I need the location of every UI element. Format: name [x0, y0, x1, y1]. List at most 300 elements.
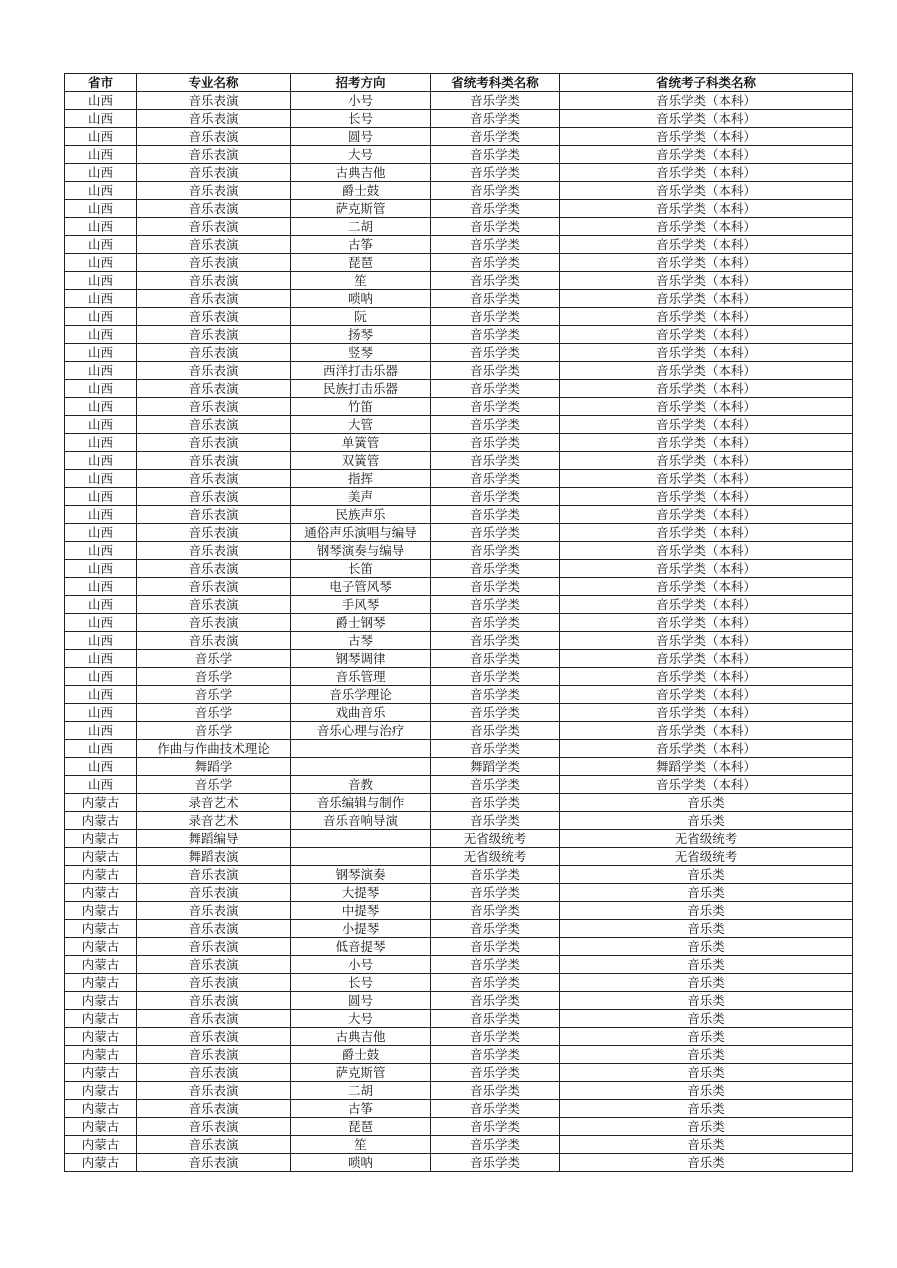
direction-cell: 古典吉他	[291, 164, 431, 182]
exam-subcategory-cell: 音乐学类（本科）	[560, 146, 853, 164]
major-cell: 录音艺术	[137, 812, 291, 830]
direction-cell: 双簧管	[291, 452, 431, 470]
exam-subcategory-cell: 音乐学类（本科）	[560, 236, 853, 254]
exam-subcategory-cell: 音乐类	[560, 1028, 853, 1046]
major-cell: 音乐表演	[137, 182, 291, 200]
exam-category-cell: 音乐学类	[431, 1136, 560, 1154]
major-cell: 音乐表演	[137, 1118, 291, 1136]
exam-category-cell: 音乐学类	[431, 1118, 560, 1136]
province-cell: 山西	[65, 182, 137, 200]
exam-subcategory-cell: 音乐学类（本科）	[560, 722, 853, 740]
exam-category-cell: 音乐学类	[431, 434, 560, 452]
major-cell: 舞蹈编导	[137, 830, 291, 848]
table-row	[65, 992, 853, 1010]
direction-cell: 长笛	[291, 560, 431, 578]
exam-subcategory-cell: 音乐学类（本科）	[560, 290, 853, 308]
exam-category-cell: 音乐学类	[431, 488, 560, 506]
province-cell: 内蒙古	[65, 884, 137, 902]
province-cell: 山西	[65, 740, 137, 758]
direction-cell: 中提琴	[291, 902, 431, 920]
direction-cell: 低音提琴	[291, 938, 431, 956]
table-row	[65, 200, 853, 218]
header-exam-category: 省统考科类名称	[431, 74, 560, 92]
major-cell: 音乐学	[137, 650, 291, 668]
province-cell: 山西	[65, 398, 137, 416]
exam-category-cell: 音乐学类	[431, 776, 560, 794]
province-cell: 山西	[65, 218, 137, 236]
table-row	[65, 596, 853, 614]
direction-cell: 古琴	[291, 632, 431, 650]
table-row	[65, 650, 853, 668]
exam-category-cell: 音乐学类	[431, 974, 560, 992]
exam-category-cell: 音乐学类	[431, 704, 560, 722]
exam-subcategory-cell: 音乐学类（本科）	[560, 452, 853, 470]
table-row	[65, 704, 853, 722]
direction-cell: 通俗声乐演唱与编导	[291, 524, 431, 542]
major-cell: 音乐表演	[137, 902, 291, 920]
major-cell: 音乐表演	[137, 488, 291, 506]
province-cell: 山西	[65, 668, 137, 686]
exam-category-cell: 无省级统考	[431, 830, 560, 848]
direction-cell: 西洋打击乐器	[291, 362, 431, 380]
exam-subcategory-cell: 音乐学类（本科）	[560, 398, 853, 416]
province-cell: 山西	[65, 236, 137, 254]
exam-subcategory-cell: 音乐学类（本科）	[560, 704, 853, 722]
exam-category-cell: 音乐学类	[431, 326, 560, 344]
exam-subcategory-cell: 音乐学类（本科）	[560, 506, 853, 524]
province-cell: 山西	[65, 542, 137, 560]
exam-subcategory-cell: 音乐学类（本科）	[560, 578, 853, 596]
direction-cell: 圆号	[291, 128, 431, 146]
exam-subcategory-cell: 音乐类	[560, 920, 853, 938]
table-row	[65, 758, 853, 776]
table-row	[65, 1046, 853, 1064]
direction-cell: 古筝	[291, 1100, 431, 1118]
table-row	[65, 1118, 853, 1136]
exam-category-cell: 音乐学类	[431, 1082, 560, 1100]
exam-subcategory-cell: 音乐学类（本科）	[560, 668, 853, 686]
major-cell: 音乐表演	[137, 1064, 291, 1082]
exam-subcategory-cell: 音乐学类（本科）	[560, 200, 853, 218]
table-row	[65, 218, 853, 236]
major-cell: 音乐表演	[137, 560, 291, 578]
exam-category-cell: 音乐学类	[431, 1046, 560, 1064]
exam-subcategory-cell: 无省级统考	[560, 848, 853, 866]
direction-cell: 萨克斯管	[291, 200, 431, 218]
table-row	[65, 290, 853, 308]
exam-subcategory-cell: 音乐学类（本科）	[560, 542, 853, 560]
exam-category-cell: 音乐学类	[431, 506, 560, 524]
direction-cell: 笙	[291, 272, 431, 290]
province-cell: 内蒙古	[65, 830, 137, 848]
direction-cell: 小提琴	[291, 920, 431, 938]
exam-subcategory-cell: 音乐学类（本科）	[560, 362, 853, 380]
province-cell: 内蒙古	[65, 1046, 137, 1064]
major-cell: 音乐表演	[137, 956, 291, 974]
province-cell: 山西	[65, 650, 137, 668]
direction-cell: 琵琶	[291, 254, 431, 272]
exam-subcategory-cell: 音乐学类（本科）	[560, 632, 853, 650]
exam-subcategory-cell: 音乐学类（本科）	[560, 254, 853, 272]
direction-cell: 阮	[291, 308, 431, 326]
table-row	[65, 182, 853, 200]
table-row	[65, 938, 853, 956]
major-cell: 录音艺术	[137, 794, 291, 812]
direction-cell: 音乐音响导演	[291, 812, 431, 830]
major-cell: 音乐表演	[137, 92, 291, 110]
direction-cell: 大管	[291, 416, 431, 434]
major-cell: 音乐表演	[137, 866, 291, 884]
exam-subcategory-cell: 音乐学类（本科）	[560, 650, 853, 668]
province-cell: 内蒙古	[65, 902, 137, 920]
province-cell: 山西	[65, 506, 137, 524]
province-cell: 山西	[65, 722, 137, 740]
exam-subcategory-cell: 音乐类	[560, 1082, 853, 1100]
table-row	[65, 668, 853, 686]
exam-category-cell: 音乐学类	[431, 686, 560, 704]
direction-cell: 大号	[291, 1010, 431, 1028]
direction-cell	[291, 740, 431, 758]
province-cell: 山西	[65, 128, 137, 146]
province-cell: 内蒙古	[65, 974, 137, 992]
exam-category-cell: 音乐学类	[431, 398, 560, 416]
exam-category-cell: 音乐学类	[431, 290, 560, 308]
exam-subcategory-cell: 音乐学类（本科）	[560, 128, 853, 146]
exam-subcategory-cell: 音乐类	[560, 1046, 853, 1064]
major-cell: 音乐学	[137, 668, 291, 686]
major-cell: 音乐表演	[137, 146, 291, 164]
province-cell: 内蒙古	[65, 848, 137, 866]
province-cell: 内蒙古	[65, 1154, 137, 1172]
major-cell: 音乐表演	[137, 920, 291, 938]
exam-subcategory-cell: 音乐学类（本科）	[560, 344, 853, 362]
province-cell: 内蒙古	[65, 812, 137, 830]
major-cell: 音乐表演	[137, 272, 291, 290]
table-row	[65, 956, 853, 974]
exam-category-cell: 音乐学类	[431, 884, 560, 902]
direction-cell: 钢琴调律	[291, 650, 431, 668]
table-body	[65, 92, 853, 1172]
direction-cell: 笙	[291, 1136, 431, 1154]
direction-cell: 古筝	[291, 236, 431, 254]
exam-category-cell: 音乐学类	[431, 128, 560, 146]
province-cell: 内蒙古	[65, 992, 137, 1010]
province-cell: 内蒙古	[65, 920, 137, 938]
major-cell: 音乐表演	[137, 1046, 291, 1064]
major-cell: 舞蹈表演	[137, 848, 291, 866]
exam-category-cell: 音乐学类	[431, 920, 560, 938]
exam-category-cell: 音乐学类	[431, 218, 560, 236]
exam-subcategory-cell: 音乐学类（本科）	[560, 434, 853, 452]
table-row	[65, 92, 853, 110]
direction-cell: 琵琶	[291, 1118, 431, 1136]
exam-subcategory-cell: 音乐类	[560, 812, 853, 830]
major-cell: 音乐表演	[137, 470, 291, 488]
exam-category-cell: 音乐学类	[431, 254, 560, 272]
major-cell: 音乐表演	[137, 344, 291, 362]
major-cell: 作曲与作曲技术理论	[137, 740, 291, 758]
major-cell: 音乐表演	[137, 632, 291, 650]
direction-cell: 爵士钢琴	[291, 614, 431, 632]
exam-subcategory-cell: 音乐学类（本科）	[560, 218, 853, 236]
exam-category-cell: 音乐学类	[431, 470, 560, 488]
major-cell: 音乐表演	[137, 506, 291, 524]
province-cell: 山西	[65, 362, 137, 380]
table-row	[65, 848, 853, 866]
exam-category-cell: 音乐学类	[431, 938, 560, 956]
direction-cell: 爵士鼓	[291, 182, 431, 200]
major-cell: 音乐表演	[137, 398, 291, 416]
exam-subcategory-cell: 音乐学类（本科）	[560, 272, 853, 290]
direction-cell: 民族声乐	[291, 506, 431, 524]
header-direction: 招考方向	[291, 74, 431, 92]
exam-category-cell: 无省级统考	[431, 848, 560, 866]
exam-category-cell: 音乐学类	[431, 308, 560, 326]
table-row	[65, 902, 853, 920]
direction-cell	[291, 830, 431, 848]
province-cell: 山西	[65, 560, 137, 578]
table-row	[65, 110, 853, 128]
major-cell: 音乐表演	[137, 596, 291, 614]
table-row	[65, 362, 853, 380]
direction-cell: 小号	[291, 956, 431, 974]
major-cell: 音乐表演	[137, 578, 291, 596]
direction-cell: 萨克斯管	[291, 1064, 431, 1082]
exam-category-cell: 音乐学类	[431, 560, 560, 578]
province-cell: 内蒙古	[65, 1010, 137, 1028]
table-row	[65, 974, 853, 992]
exam-category-cell: 音乐学类	[431, 902, 560, 920]
direction-cell: 音乐编辑与制作	[291, 794, 431, 812]
table-row	[65, 560, 853, 578]
table-row	[65, 146, 853, 164]
province-cell: 山西	[65, 776, 137, 794]
province-cell: 内蒙古	[65, 794, 137, 812]
major-cell: 音乐表演	[137, 434, 291, 452]
major-cell: 音乐学	[137, 704, 291, 722]
table-row	[65, 416, 853, 434]
direction-cell: 长号	[291, 110, 431, 128]
direction-cell: 音乐心理与治疗	[291, 722, 431, 740]
exam-subcategory-cell: 音乐类	[560, 902, 853, 920]
province-cell: 山西	[65, 452, 137, 470]
province-cell: 山西	[65, 758, 137, 776]
table-row	[65, 506, 853, 524]
province-cell: 山西	[65, 92, 137, 110]
major-cell: 音乐表演	[137, 200, 291, 218]
major-cell: 音乐表演	[137, 128, 291, 146]
table-row	[65, 488, 853, 506]
major-cell: 音乐学	[137, 722, 291, 740]
province-cell: 内蒙古	[65, 1100, 137, 1118]
table-row	[65, 1028, 853, 1046]
table-row	[65, 866, 853, 884]
province-cell: 山西	[65, 272, 137, 290]
table-row	[65, 884, 853, 902]
exam-subcategory-cell: 音乐学类（本科）	[560, 560, 853, 578]
major-cell: 舞蹈学	[137, 758, 291, 776]
direction-cell: 美声	[291, 488, 431, 506]
province-cell: 山西	[65, 470, 137, 488]
direction-cell: 音教	[291, 776, 431, 794]
header-exam-subcategory: 省统考子科类名称	[560, 74, 853, 92]
exam-category-cell: 音乐学类	[431, 650, 560, 668]
major-cell: 音乐表演	[137, 164, 291, 182]
exam-category-cell: 音乐学类	[431, 164, 560, 182]
major-cell: 音乐表演	[137, 1100, 291, 1118]
table-row	[65, 344, 853, 362]
exam-subcategory-cell: 音乐类	[560, 1100, 853, 1118]
province-cell: 内蒙古	[65, 938, 137, 956]
table-row	[65, 308, 853, 326]
exam-subcategory-cell: 音乐学类（本科）	[560, 596, 853, 614]
direction-cell: 电子管风琴	[291, 578, 431, 596]
major-cell: 音乐表演	[137, 110, 291, 128]
province-cell: 山西	[65, 578, 137, 596]
exam-subcategory-cell: 音乐学类（本科）	[560, 182, 853, 200]
exam-category-cell: 音乐学类	[431, 452, 560, 470]
table-row	[65, 578, 853, 596]
direction-cell: 二胡	[291, 218, 431, 236]
major-cell: 音乐表演	[137, 974, 291, 992]
province-cell: 山西	[65, 308, 137, 326]
table-row	[65, 740, 853, 758]
table-row	[65, 128, 853, 146]
major-cell: 音乐表演	[137, 362, 291, 380]
exam-subcategory-cell: 音乐学类（本科）	[560, 164, 853, 182]
direction-cell: 唢呐	[291, 1154, 431, 1172]
province-cell: 山西	[65, 524, 137, 542]
province-cell: 山西	[65, 326, 137, 344]
major-cell: 音乐表演	[137, 236, 291, 254]
direction-cell: 扬琴	[291, 326, 431, 344]
province-cell: 山西	[65, 614, 137, 632]
major-cell: 音乐表演	[137, 416, 291, 434]
table-row	[65, 776, 853, 794]
direction-cell: 爵士鼓	[291, 1046, 431, 1064]
table-row	[65, 452, 853, 470]
table-row	[65, 614, 853, 632]
exam-subcategory-cell: 音乐学类（本科）	[560, 686, 853, 704]
exam-category-cell: 音乐学类	[431, 794, 560, 812]
admission-table	[64, 73, 853, 1172]
table-row	[65, 1064, 853, 1082]
exam-category-cell: 音乐学类	[431, 1100, 560, 1118]
exam-subcategory-cell: 音乐学类（本科）	[560, 110, 853, 128]
direction-cell	[291, 848, 431, 866]
direction-cell: 小号	[291, 92, 431, 110]
exam-subcategory-cell: 音乐类	[560, 1064, 853, 1082]
major-cell: 音乐表演	[137, 524, 291, 542]
major-cell: 音乐表演	[137, 1154, 291, 1172]
direction-cell: 音乐学理论	[291, 686, 431, 704]
major-cell: 音乐表演	[137, 1082, 291, 1100]
major-cell: 音乐学	[137, 776, 291, 794]
major-cell: 音乐表演	[137, 326, 291, 344]
exam-category-cell: 音乐学类	[431, 596, 560, 614]
exam-category-cell: 舞蹈学类	[431, 758, 560, 776]
exam-category-cell: 音乐学类	[431, 146, 560, 164]
direction-cell: 大提琴	[291, 884, 431, 902]
exam-category-cell: 音乐学类	[431, 1028, 560, 1046]
direction-cell: 大号	[291, 146, 431, 164]
major-cell: 音乐表演	[137, 452, 291, 470]
major-cell: 音乐表演	[137, 542, 291, 560]
exam-subcategory-cell: 音乐类	[560, 884, 853, 902]
table-header-row	[65, 74, 853, 92]
exam-subcategory-cell: 音乐类	[560, 1154, 853, 1172]
direction-cell: 竖琴	[291, 344, 431, 362]
table-row	[65, 1100, 853, 1118]
table-row	[65, 1010, 853, 1028]
province-cell: 内蒙古	[65, 1064, 137, 1082]
exam-subcategory-cell: 音乐学类（本科）	[560, 776, 853, 794]
exam-subcategory-cell: 音乐类	[560, 1118, 853, 1136]
province-cell: 山西	[65, 146, 137, 164]
exam-category-cell: 音乐学类	[431, 1154, 560, 1172]
exam-subcategory-cell: 无省级统考	[560, 830, 853, 848]
exam-subcategory-cell: 音乐学类（本科）	[560, 488, 853, 506]
exam-category-cell: 音乐学类	[431, 668, 560, 686]
exam-subcategory-cell: 音乐类	[560, 956, 853, 974]
table-row	[65, 722, 853, 740]
exam-subcategory-cell: 音乐学类（本科）	[560, 308, 853, 326]
exam-subcategory-cell: 音乐类	[560, 938, 853, 956]
exam-category-cell: 音乐学类	[431, 956, 560, 974]
province-cell: 内蒙古	[65, 956, 137, 974]
exam-category-cell: 音乐学类	[431, 812, 560, 830]
province-cell: 山西	[65, 488, 137, 506]
exam-subcategory-cell: 音乐学类（本科）	[560, 416, 853, 434]
direction-cell: 二胡	[291, 1082, 431, 1100]
major-cell: 音乐表演	[137, 614, 291, 632]
exam-category-cell: 音乐学类	[431, 1010, 560, 1028]
direction-cell: 钢琴演奏	[291, 866, 431, 884]
major-cell: 音乐表演	[137, 308, 291, 326]
table-row	[65, 254, 853, 272]
table-row	[65, 380, 853, 398]
exam-category-cell: 音乐学类	[431, 344, 560, 362]
exam-subcategory-cell: 音乐学类（本科）	[560, 380, 853, 398]
province-cell: 山西	[65, 596, 137, 614]
exam-category-cell: 音乐学类	[431, 110, 560, 128]
table-row	[65, 164, 853, 182]
exam-category-cell: 音乐学类	[431, 236, 560, 254]
exam-category-cell: 音乐学类	[431, 632, 560, 650]
table-row	[65, 812, 853, 830]
province-cell: 内蒙古	[65, 866, 137, 884]
direction-cell: 戏曲音乐	[291, 704, 431, 722]
exam-category-cell: 音乐学类	[431, 416, 560, 434]
major-cell: 音乐表演	[137, 380, 291, 398]
direction-cell: 民族打击乐器	[291, 380, 431, 398]
exam-category-cell: 音乐学类	[431, 542, 560, 560]
exam-subcategory-cell: 音乐学类（本科）	[560, 326, 853, 344]
table-row	[65, 542, 853, 560]
table-row	[65, 794, 853, 812]
province-cell: 山西	[65, 290, 137, 308]
exam-subcategory-cell: 音乐类	[560, 1010, 853, 1028]
table-row	[65, 1154, 853, 1172]
exam-subcategory-cell: 音乐学类（本科）	[560, 614, 853, 632]
exam-category-cell: 音乐学类	[431, 992, 560, 1010]
table-row	[65, 920, 853, 938]
direction-cell	[291, 758, 431, 776]
province-cell: 山西	[65, 110, 137, 128]
province-cell: 山西	[65, 200, 137, 218]
province-cell: 内蒙古	[65, 1136, 137, 1154]
table-row	[65, 272, 853, 290]
